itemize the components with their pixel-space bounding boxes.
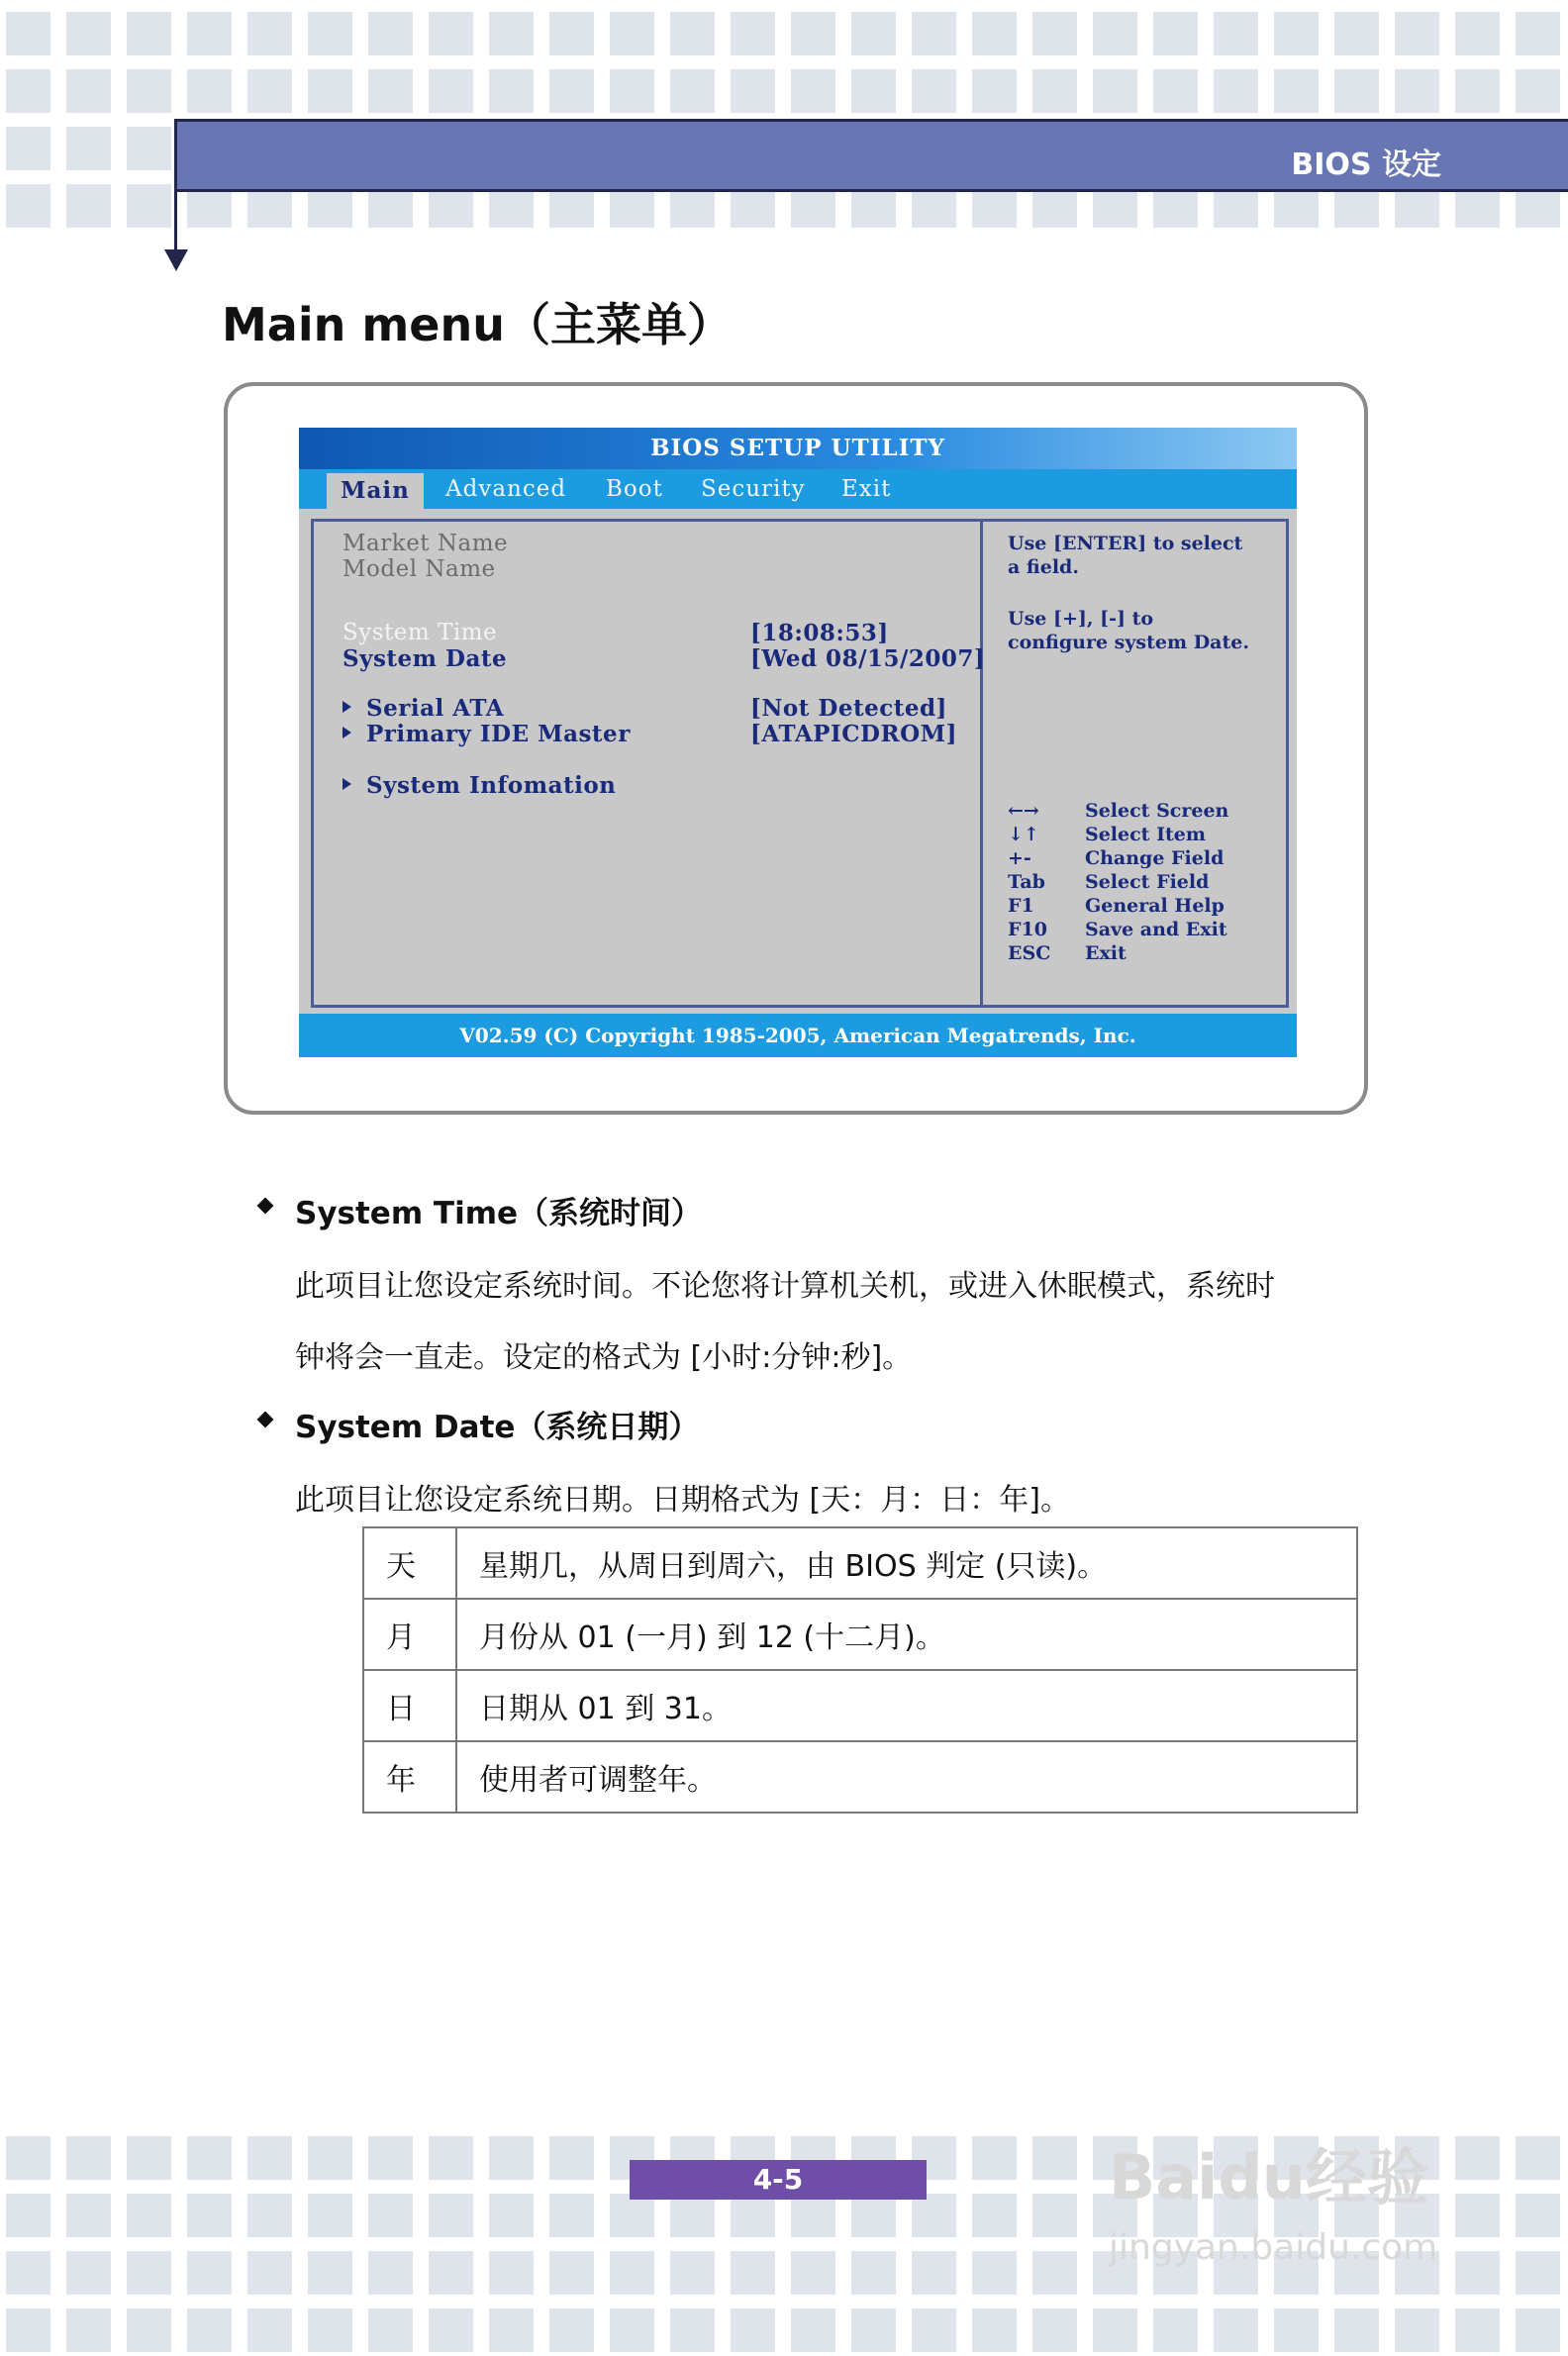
system-date-label[interactable]: System Date xyxy=(343,645,508,672)
date-format-table xyxy=(362,1526,1358,1814)
key-hint-key: F1 xyxy=(1008,895,1034,917)
decorative-tile xyxy=(1032,2251,1077,2295)
decorative-tile xyxy=(429,12,473,55)
decorative-tile xyxy=(66,2251,111,2295)
watermark-logo: Baidu经验 xyxy=(1109,2141,1428,2213)
tab-security[interactable]: Security xyxy=(701,476,806,502)
decorative-tile xyxy=(972,69,1017,113)
decorative-tile xyxy=(1093,12,1137,55)
decorative-tile xyxy=(731,2251,775,2295)
system-date-value[interactable]: [Wed 08/15/2007] xyxy=(750,645,986,672)
decorative-tile xyxy=(1093,2308,1137,2352)
decorative-tile xyxy=(1334,69,1379,113)
decorative-tile xyxy=(66,12,111,55)
table-row xyxy=(363,1741,1357,1813)
bios-settings-panel xyxy=(311,519,986,1008)
decorative-tile xyxy=(247,69,292,113)
decorative-tile xyxy=(972,12,1017,55)
decorative-tile xyxy=(1334,2308,1379,2352)
decorative-tile xyxy=(489,69,534,113)
decorative-tile xyxy=(1516,2251,1560,2295)
decorative-tile xyxy=(429,2194,473,2237)
key-hint-desc: Select Screen xyxy=(1085,800,1229,822)
table-cell-key: 月 xyxy=(363,1599,456,1670)
decorative-tile xyxy=(912,12,956,55)
watermark-url: jingyan.baidu.com xyxy=(1109,2227,1438,2268)
system-time-label[interactable]: System Time xyxy=(343,620,498,645)
decorative-tile xyxy=(1455,12,1500,55)
market-name-label: Market Name xyxy=(343,531,509,556)
decorative-tile xyxy=(670,69,715,113)
decorative-tile xyxy=(1516,2194,1560,2237)
decorative-tile xyxy=(912,2194,956,2237)
decorative-tile xyxy=(247,2251,292,2295)
paragraph-line: 钟将会一直走。设定的格式为 [小时:分钟:秒]。 xyxy=(295,1340,913,1375)
decorative-tile xyxy=(187,69,232,113)
chapter-title: BIOS 设定 xyxy=(1291,147,1441,182)
decorative-tile xyxy=(912,69,956,113)
decorative-tile xyxy=(66,2136,111,2180)
decorative-tile xyxy=(670,12,715,55)
key-hint-desc: Exit xyxy=(1085,942,1127,964)
key-hint-key: F10 xyxy=(1008,919,1047,940)
decorative-tile xyxy=(1214,2308,1258,2352)
decorative-tile xyxy=(127,184,171,228)
decorative-tile xyxy=(308,2308,352,2352)
decorative-tile xyxy=(549,2251,594,2295)
decorative-tile xyxy=(670,2308,715,2352)
decorative-tile xyxy=(1032,2308,1077,2352)
section-title-system-date: System Date（系统日期） xyxy=(295,1410,700,1445)
decorative-tile xyxy=(1395,12,1439,55)
tab-main[interactable]: Main xyxy=(327,473,424,509)
model-name-label: Model Name xyxy=(343,556,496,582)
decorative-tile xyxy=(1455,2251,1500,2295)
decorative-tile xyxy=(912,2251,956,2295)
decorative-tile xyxy=(368,2194,413,2237)
decorative-tile xyxy=(66,2308,111,2352)
decorative-tile xyxy=(1455,2308,1500,2352)
decorative-tile xyxy=(791,2194,835,2237)
decorative-tile xyxy=(549,2194,594,2237)
decorative-tile xyxy=(127,2194,171,2237)
key-hint-key: ESC xyxy=(1008,942,1051,964)
decorative-tile xyxy=(308,2251,352,2295)
decorative-tile xyxy=(187,2308,232,2352)
decorative-tile xyxy=(6,2251,50,2295)
serial-ata-value: [Not Detected] xyxy=(750,695,947,722)
decorative-tile xyxy=(1395,69,1439,113)
decorative-tile xyxy=(1093,69,1137,113)
decorative-tile xyxy=(489,12,534,55)
decorative-tile xyxy=(489,2194,534,2237)
table-cell-value: 日期从 01 到 31。 xyxy=(456,1670,1357,1741)
bios-screen xyxy=(299,428,1297,1057)
decorative-tile xyxy=(670,2194,715,2237)
decorative-tile xyxy=(731,2194,775,2237)
table-cell-key: 年 xyxy=(363,1741,456,1813)
decorative-tile xyxy=(912,2308,956,2352)
key-hint-desc: Select Field xyxy=(1085,871,1210,893)
decorative-tile xyxy=(187,2194,232,2237)
decorative-tile xyxy=(6,127,50,170)
decorative-tile xyxy=(247,2194,292,2237)
page-heading: Main menu（主菜单） xyxy=(222,298,733,351)
bios-tab-bar xyxy=(299,469,1297,509)
table-cell-value: 使用者可调整年。 xyxy=(456,1741,1357,1813)
decorative-tile xyxy=(610,69,654,113)
submenu-arrow-icon xyxy=(343,727,351,738)
decorative-tile xyxy=(1032,2194,1077,2237)
table-cell-key: 日 xyxy=(363,1670,456,1741)
help-text-line: Use [ENTER] to select xyxy=(1008,533,1243,554)
decorative-tile xyxy=(66,127,111,170)
decorative-tile xyxy=(187,2136,232,2180)
bios-title-bar: BIOS SETUP UTILITY xyxy=(299,428,1297,469)
bios-footer: V02.59 (C) Copyright 1985-2005, American Megatrends, Inc. xyxy=(299,1014,1297,1057)
decorative-tile xyxy=(1516,69,1560,113)
decorative-tile xyxy=(187,12,232,55)
decorative-tile xyxy=(308,69,352,113)
decorative-tile xyxy=(6,69,50,113)
decorative-tile xyxy=(489,2251,534,2295)
decorative-tile xyxy=(6,2194,50,2237)
decorative-tile xyxy=(66,184,111,228)
decorative-tile xyxy=(429,2136,473,2180)
decorative-tile xyxy=(127,69,171,113)
decorative-tile xyxy=(6,2136,50,2180)
decorative-tile xyxy=(791,2308,835,2352)
decorative-tile xyxy=(368,2251,413,2295)
decorative-tile xyxy=(1274,2308,1319,2352)
decorative-tile xyxy=(247,2308,292,2352)
decorative-tile xyxy=(1516,2308,1560,2352)
decorative-tile xyxy=(489,2308,534,2352)
decorative-tile xyxy=(187,2251,232,2295)
decorative-tile xyxy=(549,2136,594,2180)
decorative-tile xyxy=(489,2136,534,2180)
decorative-tile xyxy=(549,12,594,55)
paragraph-line: 此项目让您设定系统时间。不论您将计算机关机，或进入休眠模式，系统时 xyxy=(295,1269,1275,1304)
chapter-header-bar xyxy=(176,119,1568,192)
decorative-tile xyxy=(247,2136,292,2180)
decorative-tile xyxy=(549,2308,594,2352)
decorative-tile xyxy=(791,69,835,113)
decorative-tile xyxy=(791,2251,835,2295)
key-hint-desc: Change Field xyxy=(1085,847,1225,869)
decorative-tile xyxy=(368,2308,413,2352)
decorative-tile xyxy=(127,2308,171,2352)
decorative-tile xyxy=(1214,69,1258,113)
key-hint-desc: Select Item xyxy=(1085,824,1206,845)
decorative-tile xyxy=(308,2136,352,2180)
decorative-tile xyxy=(66,2194,111,2237)
decorative-tile xyxy=(1214,12,1258,55)
bullet-icon xyxy=(257,1412,274,1428)
primary-ide-value: [ATAPICDROM] xyxy=(750,721,957,747)
decorative-tile xyxy=(368,69,413,113)
decorative-tile xyxy=(429,2251,473,2295)
system-info-label[interactable]: System Infomation xyxy=(366,772,617,799)
decorative-tile xyxy=(1274,12,1319,55)
table-row xyxy=(363,1527,1357,1599)
decorative-tile xyxy=(429,2308,473,2352)
decorative-tile xyxy=(972,2136,1017,2180)
decorative-tile xyxy=(972,2308,1017,2352)
key-hint-key: Tab xyxy=(1008,871,1045,893)
page-number: 4-5 xyxy=(630,2160,927,2200)
decorative-tile xyxy=(127,2251,171,2295)
decorative-tile xyxy=(1516,12,1560,55)
table-cell-value: 星期几，从周日到周六，由 BIOS 判定 (只读)。 xyxy=(456,1527,1357,1599)
table-row xyxy=(363,1599,1357,1670)
tab-boot[interactable]: Boot xyxy=(606,476,663,502)
key-hint-key: ↓↑ xyxy=(1008,824,1039,845)
decorative-tile xyxy=(1032,12,1077,55)
submenu-arrow-icon xyxy=(343,701,351,713)
decorative-tile xyxy=(549,69,594,113)
submenu-arrow-icon xyxy=(343,778,351,790)
decorative-tile xyxy=(127,12,171,55)
bullet-icon xyxy=(257,1198,274,1215)
primary-ide-label[interactable]: Primary IDE Master xyxy=(366,721,631,747)
decorative-tile xyxy=(1153,2308,1198,2352)
key-hint-key: ←→ xyxy=(1008,800,1039,822)
system-time-value[interactable]: [18:08:53] xyxy=(750,620,889,646)
decorative-tile xyxy=(851,12,896,55)
decorative-tile xyxy=(851,2308,896,2352)
decorative-tile xyxy=(429,69,473,113)
decorative-tile xyxy=(368,2136,413,2180)
serial-ata-label[interactable]: Serial ATA xyxy=(366,695,505,722)
decorative-tile xyxy=(308,2194,352,2237)
decorative-tile xyxy=(731,69,775,113)
help-text-line: configure system Date. xyxy=(1008,632,1249,653)
decorative-tile xyxy=(1153,12,1198,55)
decorative-tile xyxy=(1334,12,1379,55)
decorative-tile xyxy=(308,12,352,55)
decorative-tile xyxy=(1274,69,1319,113)
key-hint-desc: Save and Exit xyxy=(1085,919,1227,940)
bios-body xyxy=(299,509,1297,1014)
decorative-tile xyxy=(127,2136,171,2180)
decorative-tile xyxy=(670,2251,715,2295)
decorative-tile xyxy=(368,12,413,55)
decorative-tile xyxy=(247,12,292,55)
table-row xyxy=(363,1670,1357,1741)
decorative-tile xyxy=(1395,2308,1439,2352)
decorative-tile xyxy=(731,12,775,55)
decorative-tile xyxy=(972,2251,1017,2295)
decorative-tile xyxy=(66,69,111,113)
header-vertical-line xyxy=(174,119,177,252)
help-text-line: a field. xyxy=(1008,556,1079,578)
decorative-tile xyxy=(851,2194,896,2237)
decorative-tile xyxy=(1455,2136,1500,2180)
tab-advanced[interactable]: Advanced xyxy=(445,476,567,502)
decorative-tile xyxy=(1455,69,1500,113)
key-hint-key: +- xyxy=(1008,847,1031,869)
decorative-tile xyxy=(127,127,171,170)
table-cell-key: 天 xyxy=(363,1527,456,1599)
decorative-tile xyxy=(610,12,654,55)
decorative-tile xyxy=(1455,2194,1500,2237)
decorative-tile xyxy=(1032,69,1077,113)
section-title-system-time: System Time（系统时间） xyxy=(295,1196,703,1231)
help-text-line: Use [+], [-] to xyxy=(1008,608,1154,630)
table-cell-value: 月份从 01 (一月) 到 12 (十二月)。 xyxy=(456,1599,1357,1670)
key-hint-desc: General Help xyxy=(1085,895,1225,917)
decorative-tile xyxy=(6,12,50,55)
decorative-tile xyxy=(851,2251,896,2295)
decorative-tile xyxy=(791,12,835,55)
header-arrow-icon xyxy=(164,249,188,271)
decorative-tile xyxy=(851,69,896,113)
decorative-tile xyxy=(731,2308,775,2352)
decorative-tile xyxy=(1516,2136,1560,2180)
decorative-tile xyxy=(972,2194,1017,2237)
decorative-tile xyxy=(1032,2136,1077,2180)
paragraph-line: 此项目让您设定系统日期。日期格式为 [天：月：日：年]。 xyxy=(295,1483,1070,1518)
tab-exit[interactable]: Exit xyxy=(841,476,892,502)
decorative-tile xyxy=(610,2194,654,2237)
decorative-tile xyxy=(610,2308,654,2352)
decorative-tile xyxy=(1153,69,1198,113)
decorative-tile xyxy=(610,2251,654,2295)
decorative-tile xyxy=(6,2308,50,2352)
decorative-tile xyxy=(6,184,50,228)
